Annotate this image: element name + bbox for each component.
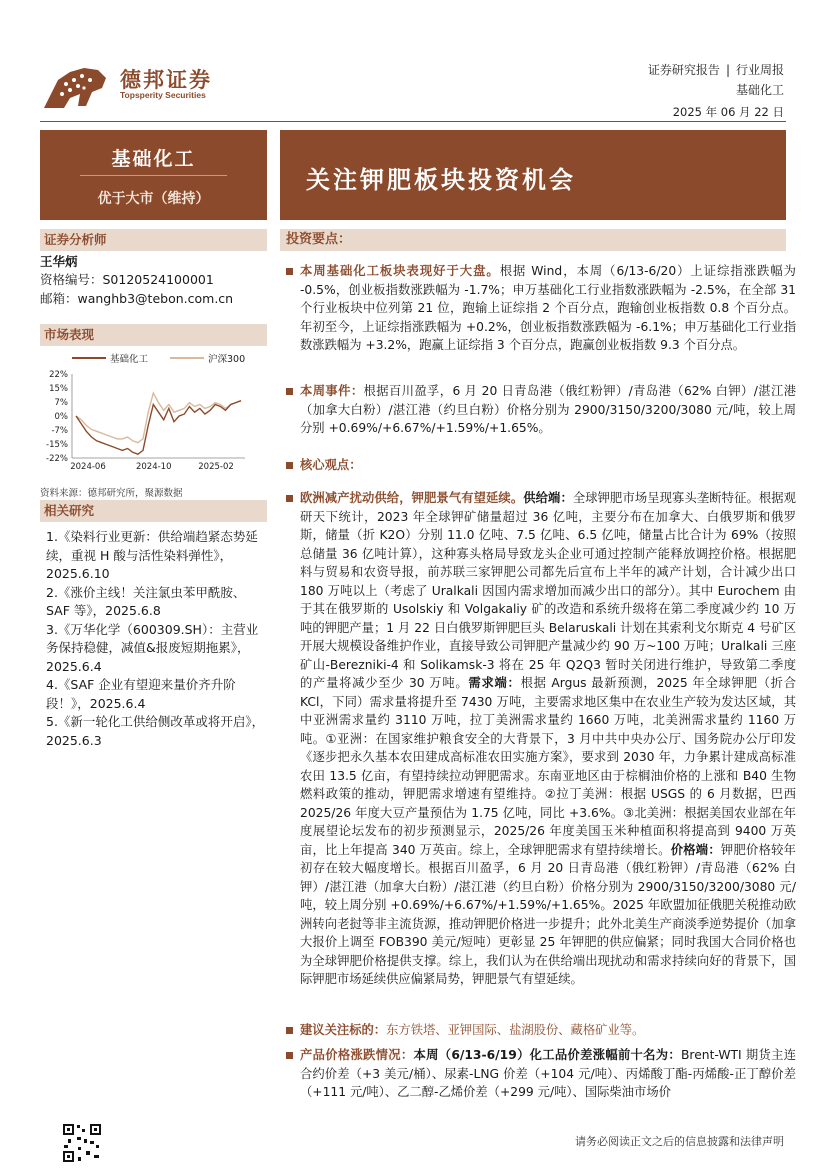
x-tick-label: 2024-06: [70, 462, 106, 472]
chart-source: 资料来源：德邦研究所，聚源数据: [40, 488, 183, 499]
series-line: [76, 393, 241, 443]
bullet-icon: [286, 1027, 293, 1034]
report-meta: [648, 60, 784, 100]
y-tick-label: -22%: [46, 454, 68, 464]
bullet-icon: [286, 462, 293, 469]
series-line: [76, 401, 241, 455]
analyst-name: 王华炳: [40, 254, 78, 269]
para-body: 根据百川盈孚，6 月 20 日青岛港（俄红粉钾）/青岛港（62% 白钾）/湛江港（加拿大白粉）/湛江港（约旦白粉）价格分别为 2900/3150/3200/3080 元/吨，较上周分别 +0.69%/+6.67%/+1.59%/+1.65%。: [300, 384, 796, 435]
report-type: 证券研究报告: [647, 63, 720, 77]
price-label: 价格端：: [670, 842, 721, 857]
demand-label: 需求端：: [468, 676, 521, 690]
para-body: Brent-WTI 期货主连合约价差（+3 美元/桶）、尿素-LNG 价差（+104 元/吨）、丙烯酸丁酯-丙烯酸-正丁醇价差（+111 元/吨）、乙二醇-乙烯价差（+299 元/吨）、国际柴油市场价: [300, 1048, 796, 1099]
para-lead: 核心观点：: [300, 458, 362, 472]
banner-divider: [80, 175, 227, 176]
company-logo: [40, 56, 220, 116]
bullet-icon: [286, 495, 293, 502]
qr-code-icon: [62, 1123, 102, 1163]
para-potash-outlook: [286, 489, 796, 989]
price-body: 钾肥价格较年初存在较大幅度增长。根据百川盈孚，6 月 20 日青岛港（俄红粉钾）/青岛港（62% 白钾）/湛江港（加拿大白粉）/湛江港（约旦白粉）价格分别为 2900/3150/3200/3080 元/吨，较上周分别 +0.69%/+6.67%/+1.59%/+1.65%。2025 年欧盟加征俄肥关税推动欧洲转向老挝等非主流货源，推动钾肥价格进一步提升；此外北美生产商淡季逆势提价（加拿大报价上调至 FOB390 美元/短吨）更彰显 25 年钾肥的供应偏紧；同时我国大合同价格也为全球钾肥价格提供支撑。综上，我们认为在供给端出现扰动和需求持续向好的背景下，国际钾肥市场延续供应偏紧局势，钾肥景气有望延续。: [300, 842, 796, 986]
key-points-heading: 投资要点：: [280, 229, 786, 251]
report-kind: 行业周报: [735, 63, 784, 77]
separator: |: [725, 63, 730, 77]
industry-label: 基础化工: [735, 83, 784, 97]
bullet-icon: [286, 1052, 293, 1059]
market-chart: [40, 348, 267, 478]
bullet-icon: [286, 268, 293, 275]
legend-label: 沪深300: [208, 354, 246, 365]
x-tick-label: 2024-10: [135, 462, 172, 472]
para-lead: 本周基础化工板块表现好于大盘。: [300, 264, 500, 278]
logo-text-cn: 德邦证券: [120, 68, 212, 92]
para-lead: 产品价格涨跌情况：: [300, 1048, 414, 1062]
title-banner: [280, 130, 786, 220]
para-body: 根据 Wind，本周（6/13-6/20）上证综指涨跌幅为 -0.5%，创业板指数涨跌幅为 -1.7%；申万基础化工行业指数涨跌幅为 -2.5%，在全部 31 个行业板块中位列第 21 位，跑输上证综指 2 个百分点，跑输创业板指数 0.8 个百分点。年初至今，上证综指涨跌幅为 +0.2%，创业板指数涨跌幅为 -6.1%；申万基础化工行业指数涨跌幅为 +3.2%，跑赢上证综指 3 个百分点，跑赢创业板指数 9.3 个百分点。: [300, 264, 796, 352]
y-tick-label: 15%: [49, 384, 68, 394]
analyst-email[interactable]: 邮箱：wanghb3@tebon.com.cn: [40, 291, 234, 306]
para-lead: 建议关注标的：: [300, 1023, 387, 1037]
y-tick-label: -7%: [51, 426, 68, 436]
para-weekly-events: [286, 382, 796, 438]
y-tick-label: 0%: [54, 412, 68, 422]
related-item[interactable]: 1.《染料行业更新：供给端趋紧态势延续，重视 H 酸与活性染料弹性》，2025.6.10: [46, 529, 258, 581]
y-tick-label: 7%: [54, 398, 68, 408]
related-list: [46, 528, 268, 750]
para-recommended: [286, 1021, 796, 1040]
market-chart-svg: [40, 348, 267, 478]
analyst-heading: 证券分析师: [40, 229, 267, 251]
market-heading: 市场表现: [40, 324, 267, 346]
legend-label: 基础化工: [110, 354, 149, 365]
para-lead: 本周事件：: [300, 384, 364, 398]
sector-title: 基础化工: [111, 148, 196, 170]
rating-label: 优于大市（维持）: [97, 191, 210, 207]
related-item[interactable]: 5.《新一轮化工供给侧改革或将开启》，2025.6.3: [46, 714, 265, 748]
footer-disclaimer: 请务必阅读正文之后的信息披露和法律声明: [575, 1135, 784, 1148]
y-tick-label: 22%: [49, 370, 68, 380]
para-core-views: [286, 456, 796, 475]
header-rule: [40, 121, 786, 122]
para-bold: 本周（6/13-6/19）化工品价差涨幅前十名为：: [413, 1048, 681, 1062]
analyst-cert: 资格编号：S0120524100001: [40, 272, 214, 287]
supply-label: 供给端：: [523, 491, 573, 505]
para-price-changes: [286, 1046, 796, 1102]
sector-banner: [40, 130, 267, 220]
demand-body: 根据 Argus 最新预测，2025 年全球钾肥（折合 KCl，下同）需求量将提升至 7430 万吨，主要需求地区集中在农业生产较为发达区域，其中亚洲需求量约 3110 万吨，拉丁美洲需求量约 1660 万吨，北美洲需求量约 1160 万吨。①亚洲：在国家维护粮食安全的大背景下，3 月中共中央办公厅、国务院办公厅印发《逐步把永久基本农田建成高标准农田实施方案》，要求到 2030 年，力争累计建成高标准农田 13.5 亿亩，有望持续拉动钾肥需求。东南亚地区由于棕榈油价格的上涨和 B40 生物燃料政策的推动，钾肥需求增速有望维持。②拉丁美洲：根据 USGS 的 6 月数据，巴西 2025/26 年度大豆产量预估为 1.75 亿吨，同比 +3.6%。③北美洲：根据美国农业部在年度展望论坛发布的初步预测显示，2025/26 年度美国玉米种植面积将提高到 9400 万英亩，比上年提高 340 万英亩。综上，全球钾肥需求有望持续增长。: [300, 676, 796, 857]
y-tick-label: -15%: [46, 440, 68, 450]
para-lead: 欧洲减产扰动供给，钾肥景气有望延续。: [300, 491, 524, 505]
related-item[interactable]: 3.《万华化学（600309.SH）：主营业务保持稳健，减值&报废短期拖累》，2025.6.4: [46, 621, 259, 674]
related-item[interactable]: 4.《SAF 企业有望迎来量价齐升阶段！》，2025.6.4: [46, 677, 236, 711]
bullet-icon: [286, 388, 293, 395]
report-date: 2025 年 06 月 22 日: [672, 105, 784, 119]
related-heading: 相关研究: [40, 500, 267, 522]
leopard-logo-icon: [40, 58, 110, 114]
x-tick-label: 2025-02: [198, 462, 234, 472]
logo-text-en: Topsperity Securities: [120, 90, 206, 100]
supply-body: 全球钾肥市场呈现寡头垄断特征。根据观研天下统计，2023 年全球钾矿储量超过 36 亿吨，主要分布在加拿大、白俄罗斯和俄罗斯，储量（折 K2O）分别 11.0 亿吨、7.5 亿吨、6.5 亿吨，储量占比合计为 69%（按照总储量 36 亿吨计算），这种寡头格局导致龙头企业可通过控制产能释放调控价格。根据肥料与贸易和农资导报，前苏联三家钾肥公司都先后宣布上半年的减产计划，合计减少出口 180 万吨以上（考虑了 Uralkali 因国内需求增加而减少出口的部分）。其中 Eurochem 由于其在俄罗斯的 Usolskiy 和 Volgakaliy 矿的改造和系统升级将在第二季度减少约 10 万吨的钾肥产量；1 月 22 日白俄罗斯钾肥巨头 Belaruskali 计划在其索利戈尔斯克 4 号矿区开展大规模设备维护作业，直接导致公司钾肥产量减少约 90 万~100 万吨；Uralkali 三座矿山-Berezniki-4 和 Solikamsk-3 将在 25 年 Q2Q3 暂时关闭进行维护，导致第二季度的产量将减少至少 30 万吨。: [300, 491, 796, 690]
related-item[interactable]: 2.《涨价主线！关注氯虫苯甲酰胺、SAF 等》，2025.6.8: [46, 584, 246, 618]
para-body: 东方铁塔、亚钾国际、盐湖股份、藏格矿业等。: [386, 1023, 645, 1037]
report-title: 关注钾肥板块投资机会: [306, 165, 576, 194]
para-weekly-performance: [286, 262, 796, 355]
